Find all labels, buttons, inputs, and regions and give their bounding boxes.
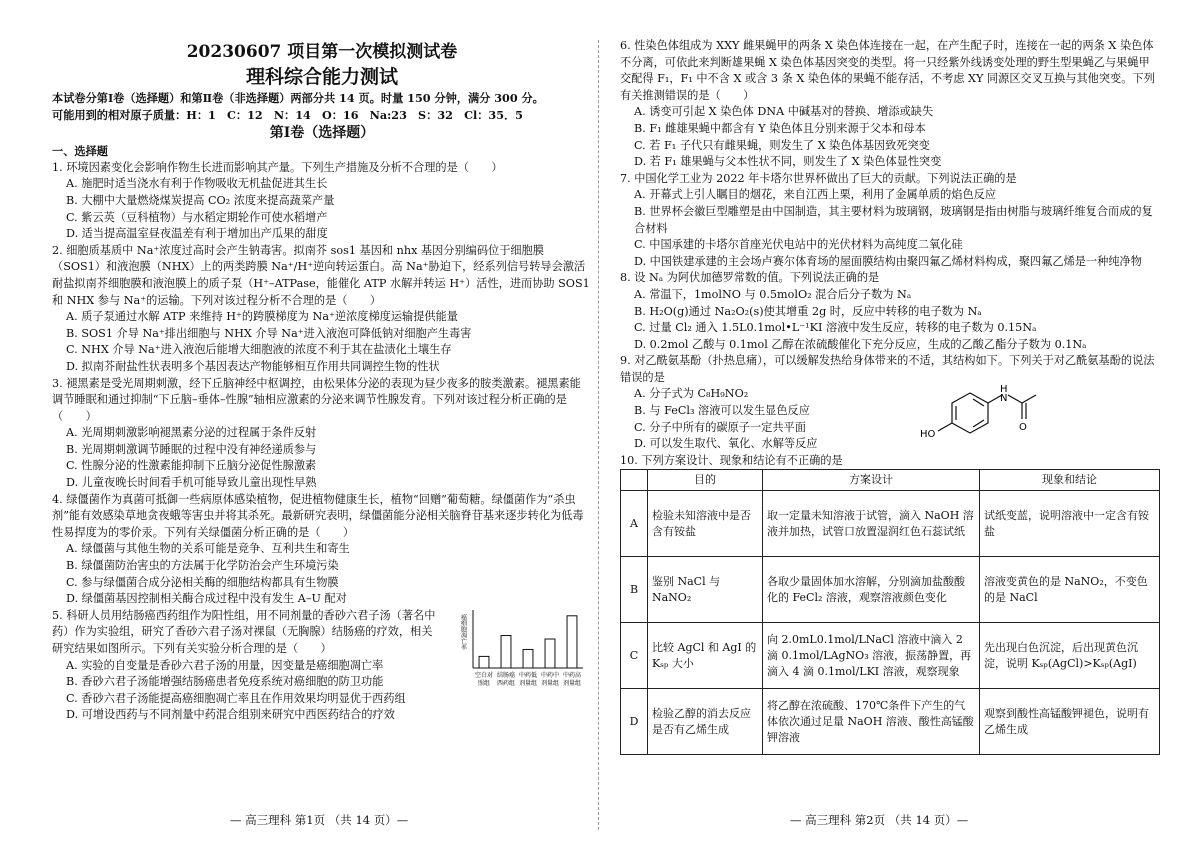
- option: D. 0.2mol 乙酸与 0.1mol 乙醇在浓硫酸催化下充分反应，生成的乙酸乙酯分子数为 0.1Nₐ: [634, 337, 1087, 351]
- option: C. 参与绿僵菌合成分泌相关酶的细胞结构都具有生物膜: [66, 575, 339, 589]
- table-header-row: [621, 470, 1160, 491]
- option: A. 开幕式上引人瞩目的烟花，来自江西上栗，利用了金属单质的焰色反应: [634, 188, 997, 202]
- question-7: [620, 171, 1160, 271]
- option: A. 诱变可引起 X 染色体 DNA 中碱基对的替换、增添或缺失: [634, 105, 934, 119]
- subject-title: 理科综合能力测试: [245, 66, 398, 88]
- option: D. 适当提高温室昼夜温差有利于增加出产瓜果的甜度: [66, 227, 328, 241]
- y-axis-label: 癌细胞凋亡率: [459, 613, 467, 650]
- table-header: 方案设计: [763, 470, 980, 491]
- row-design: 各取少量固体加水溶解，分别滴加盐酸酸化的 FeCl₂ 溶液，观察溶液颜色变化: [763, 557, 980, 623]
- option: A. 光周期刺激影响褪黑素分泌的过程属于条件反射: [66, 426, 317, 440]
- part1-heading: 第Ⅰ卷（选择题）: [269, 125, 375, 142]
- option: A. 常温下，1molNO 与 0.5molO₂ 混合后分子数为 Nₐ: [634, 287, 912, 301]
- row-purpose: 鉴别 NaCl 与 NaNO₂: [648, 557, 763, 623]
- table-header: [621, 470, 648, 491]
- row-design: 将乙醇在浓硫酸、170℃条件下产生的气体依次通过足量 NaOH 溶液、酸性高锰酸钾溶液: [763, 689, 980, 755]
- x-tick-label: 西药组: [496, 679, 516, 687]
- left-column: [52, 10, 592, 724]
- option: D. 中国铁建承建的主会场卢赛尔体育场的屋面膜结构由聚四氟乙烯材料构成，聚四氟乙烯是一种纯净物: [634, 254, 1142, 268]
- option: B. 光周期刺激调节睡眠的过程中没有神经递质参与: [66, 442, 317, 456]
- option: A. 施肥时适当浇水有利于作物吸收无机盐促进其生长: [66, 177, 328, 191]
- row-result: 先出现白色沉淀，后出现黄色沉淀，说明 Kₛₚ(AgCl)>Kₛₚ(AgI): [980, 623, 1160, 689]
- x-tick-label: 结肠癌: [496, 671, 516, 679]
- question-5: [52, 608, 592, 724]
- question-stem: 2. 细胞质基质中 Na⁺浓度过高时会产生钠毒害。拟南芥 sos1 基因和 nhx 基因分别编码位于细胞膜（SOS1）和液泡膜（NHX）上的两类跨膜 Na⁺/H⁺逆向转运蛋白。高 Na⁺胁迫下，经系列信号转导会激活耐盐拟南芥细胞膜和液泡膜上的质子泵（H⁺–ATPase，能催化 ATP 水解并转运 H⁺）活性，进而协助 SOS1 和 NHX 参与 Na⁺的运输。下列对该过程分析不合理的是（ ）: [52, 243, 590, 307]
- option: D. 可以发生取代、氧化、水解等反应: [634, 437, 818, 451]
- option: C. 过量 Cl₂ 通入 1.5L0.1mol•L⁻¹KI 溶液中发生反应，转移的电子数为 0.15Nₐ: [634, 321, 1037, 335]
- chart-bar: [545, 639, 555, 668]
- x-tick-label: 中药中: [540, 671, 560, 679]
- question-stem: 6. 性染色体组成为 XXY 雌果蝇甲的两条 X 染色体连接在一起，在产生配子时，连接在一起的两条 X 染色体不分离，可依此来判断雄果蝇 X 染色体基因突变的类型。将一只经紫外线诱变处理的野生型果蝇乙与果蝇甲交配得 F₁，F₁ 中不含 X 或含 3 条 X 染色体的果蝇不能存活，不考虑 XY 同源区交叉互换与其他突变。下列有关推测错误的是（ ）: [620, 39, 1155, 102]
- option: B. 与 FeCl₃ 溶液可以发生显色反应: [634, 404, 810, 418]
- x-tick-label: 中药低: [518, 671, 538, 679]
- row-purpose: 比较 AgCl 和 AgI 的 Kₛₚ 大小: [648, 623, 763, 689]
- chart-bar: [501, 635, 511, 667]
- option: C. 分子中所有的碳原子一定共平面: [634, 420, 806, 434]
- option: C. 香砂六君子汤能提高癌细胞凋亡率且在作用效果均明显优于西药组: [66, 691, 406, 705]
- option: B. 世界杯会徽巨型雕塑是由中国制造，其主要材料为玻璃钢，玻璃钢是指由树脂与玻璃纤维复合而成的复合材料: [634, 204, 1153, 235]
- question-stem: 1. 环境因素变化会影响作物生长进而影响其产量。下列生产措施及分析不合理的是（ ）: [52, 160, 503, 174]
- nh-label: H: [1000, 384, 1008, 396]
- question-stem: 10. 下列方案设计、现象和结论有不正确的是: [620, 453, 843, 467]
- option: C. 中国承建的卡塔尔首座光伏电站中的光伏材料为高纯度二氧化硅: [634, 238, 963, 252]
- option: B. F₁ 雌雄果蝇中都含有 Y 染色体且分别来源于父本和母本: [634, 121, 926, 135]
- row-design: 取一定量未知溶液于试管，滴入 NaOH 溶液并加热，试管口放置湿润红色石蕊试纸: [763, 491, 980, 557]
- option: B. SOS1 介导 Na⁺排出细胞与 NHX 介导 Na⁺进入液泡可降低钠对细胞产生毒害: [66, 326, 472, 340]
- acetaminophen-structure: [910, 379, 1080, 449]
- question-stem: 9. 对乙酰氨基酚（扑热息痛），可以缓解发热给身体带来的不适，其结构如下。下列关于对乙酰氨基酚的说法错误的是: [620, 354, 1155, 384]
- x-tick-label: 剂量组: [518, 679, 538, 687]
- option: C. NHX 介导 Na⁺进入液泡后能增大细胞液的浓度不利于其在盐渍化土壤生存: [66, 343, 452, 357]
- option: D. 拟南芥耐盐性状表明多个基因表达产物能够相互作用共同调控生物的性状: [66, 359, 440, 373]
- section-heading: 一、选择题: [52, 144, 108, 159]
- question-1: [52, 160, 592, 243]
- table-row: [621, 491, 1160, 557]
- option: A. 分子式为 C₈H₉NO₂: [634, 387, 749, 401]
- bar-chart: [457, 606, 587, 702]
- option: B. 大棚中大量燃烧煤炭提高 CO₂ 浓度来提高蔬菜产量: [66, 193, 335, 207]
- o-label: O: [1019, 422, 1027, 434]
- option: C. 紫云英（豆科植物）与水稻定期轮作可使水稻增产: [66, 210, 328, 224]
- x-tick-label: 空白对: [474, 671, 494, 679]
- option: D. 儿童夜晚长时间看手机可能导致儿童出现性早熟: [66, 476, 317, 490]
- ho-label: HO: [920, 429, 936, 441]
- exam-intro: 本试卷分第Ⅰ卷（选择题）和第Ⅱ卷（非选择题）两部分共 14 页。时量 150 分钟，满分 300 分。: [52, 91, 544, 105]
- row-key: C: [621, 623, 648, 689]
- atomic-masses: 可能用到的相对原子质量：H：1 C：12 N：14 O：16 Na:23 S：32 Cl：35．5: [52, 107, 523, 122]
- n-label: N: [1000, 393, 1008, 405]
- question-stem: 3. 褪黑素是受光周期刺激，经下丘脑神经中枢调控，由松果体分泌的表现为昼少夜多的胺类激素。褪黑素能调节睡眠和通过抑制“下丘脑–垂体–性腺”轴相应激素的分泌来调节性腺发育。下列对该过程分析正确的是（ ）: [52, 376, 581, 423]
- question-stem: 5. 科研人员用结肠癌西药组作为阳性组，用不同剂量的香砂六君子汤（著名中药）作为实验组，研究了香砂六君子汤对裸鼠（无胸腺）结肠癌的疗效，相关研究结果如图所示。下列有关实验分析合理的是（ ）: [52, 608, 436, 655]
- footer-left: — 高三理科 第1页 （共 14 页）—: [230, 813, 409, 827]
- footer-right: — 高三理科 第2页 （共 14 页）—: [790, 813, 969, 827]
- x-tick-label: 照组: [477, 679, 491, 687]
- comparison-table: [620, 469, 1160, 755]
- option: D. 绿僵菌基因控制相关酶合成过程中没有发生 A–U 配对: [66, 592, 347, 606]
- question-stem: 4. 绿僵菌作为真菌可抵御一些病原体感染植物，促进植物健康生长，植物“回赠”葡萄糖。绿僵菌作为“杀虫剂”能有效感染草地贪夜蛾等害虫并将其杀死。最新研究表明，绿僵菌能分泌相关脑脊苷基来逐步转化为低毒性易捍度为的零价汞。下列有关绿僵菌分析正确的是（ ）: [52, 492, 584, 539]
- question-stem: 8. 设 Nₐ 为阿伏加德罗常数的值。下列说法正确的是: [620, 271, 880, 285]
- row-design: 向 2.0mL0.1mol/LNaCl 溶液中滴入 2 滴 0.1mol/LAgNO₃ 溶液，振荡静置，再滴入 4 滴 0.1mol/LKI 溶液，观察现象: [763, 623, 980, 689]
- option: C. 性腺分泌的性激素能抑制下丘脑分泌促性腺激素: [66, 459, 317, 473]
- question-9: [620, 353, 1160, 453]
- x-tick-label: 剂量组: [562, 679, 582, 687]
- exam-title: 20230607 项目第一次模拟测试卷: [186, 42, 458, 62]
- table-header: 现象和结论: [980, 470, 1160, 491]
- table-header: 目的: [648, 470, 763, 491]
- question-6: [620, 38, 1160, 171]
- table-row: [621, 623, 1160, 689]
- option: B. H₂O(g)通过 Na₂O₂(s)使其增重 2g 时，反应中转移的电子数为 Nₐ: [634, 304, 982, 318]
- row-key: A: [621, 491, 648, 557]
- option: A. 质子泵通过水解 ATP 来维持 H⁺的跨膜梯度为 Na⁺逆浓度梯度运输提供能量: [66, 310, 458, 324]
- row-result: 观察到酸性高锰酸钾褪色，说明有乙烯生成: [980, 689, 1160, 755]
- right-column: [620, 38, 1160, 755]
- option: A. 实验的自变量是香砂六君子汤的用量，因变量是癌细胞凋亡率: [66, 658, 384, 672]
- option: D. 若 F₁ 雄果蝇与父本性状不同，则发生了 X 染色体显性突变: [634, 155, 942, 169]
- row-result: 试纸变蓝，说明溶液中一定含有铵盐: [980, 491, 1160, 557]
- chart-bar: [567, 616, 577, 668]
- row-key: B: [621, 557, 648, 623]
- option: B. 香砂六君子汤能增强结肠癌患者免疫系统对癌细胞的防卫功能: [66, 675, 384, 689]
- question-stem: 7. 中国化学工业为 2022 年卡塔尔世界杯做出了巨大的贡献。下列说法正确的是: [620, 171, 1017, 185]
- question-10: [620, 453, 1160, 756]
- chart-bar: [523, 649, 533, 668]
- row-result: 溶液变黄色的是 NaNO₂，不变色的是 NaCl: [980, 557, 1160, 623]
- page-divider: [598, 40, 599, 830]
- row-purpose: 检验乙醇的消去反应是否有乙烯生成: [648, 689, 763, 755]
- question-8: [620, 270, 1160, 353]
- option: B. 绿僵菌防治害虫的方法属于化学防治会产生环境污染: [66, 559, 339, 573]
- option: C. 若 F₁ 子代只有雌果蝇，则发生了 X 染色体基因致死突变: [634, 138, 930, 152]
- row-key: D: [621, 689, 648, 755]
- x-tick-label: 剂量组: [540, 679, 560, 687]
- question-4: [52, 492, 592, 608]
- table-row: [621, 689, 1160, 755]
- row-purpose: 检验未知溶液中是否含有铵盐: [648, 491, 763, 557]
- option: A. 绿僵菌与其他生物的关系可能是竞争、互利共生和寄生: [66, 542, 350, 556]
- question-2: [52, 243, 592, 376]
- x-tick-label: 中药高: [562, 671, 582, 679]
- option: D. 可增设西药与不同剂量中药混合组别来研究中西医药结合的疗效: [66, 708, 395, 722]
- chart-bar: [479, 656, 489, 668]
- table-row: [621, 557, 1160, 623]
- question-3: [52, 376, 592, 492]
